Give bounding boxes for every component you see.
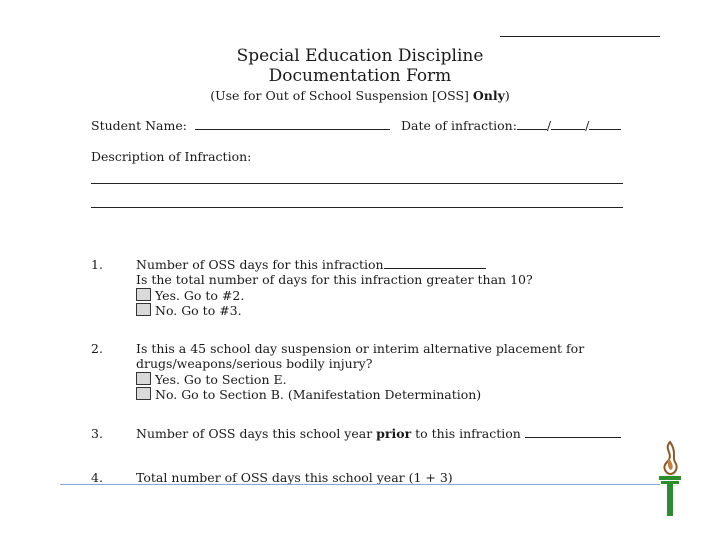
question-1-option-no: No. Go to #3. (136, 303, 242, 318)
question-4-line1: Total number of OSS days this school year (1 + 3) (136, 470, 453, 485)
checkbox-icon[interactable] (136, 387, 151, 400)
date-label: Date of infraction: (401, 118, 517, 133)
date-year-field[interactable] (589, 118, 621, 130)
description-label: Description of Infraction: (91, 149, 252, 164)
form-subtitle: (Use for Out of School Suspension [OSS] Only) (210, 88, 510, 103)
form-title-line1: Special Education Discipline (236, 46, 484, 66)
question-3-field[interactable] (525, 426, 621, 438)
student-name-row (91, 118, 390, 133)
checkbox-icon[interactable] (136, 303, 151, 316)
question-2-line2: drugs/weapons/serious bodily injury? (136, 356, 373, 371)
description-line-2[interactable] (91, 207, 623, 208)
date-day-field[interactable] (551, 118, 585, 130)
torch-logo-icon (655, 440, 685, 518)
question-4-number: 4. (91, 470, 103, 485)
question-1-field[interactable] (384, 257, 486, 269)
question-1-line2: Is the total number of days for this infraction greater than 10? (136, 272, 533, 287)
checkbox-icon[interactable] (136, 288, 151, 301)
top-signature-line (500, 36, 660, 37)
question-2-number: 2. (91, 341, 103, 356)
date-month-field[interactable] (517, 118, 547, 130)
footer-divider (60, 484, 660, 485)
student-name-field[interactable] (195, 118, 390, 130)
checkbox-icon[interactable] (136, 372, 151, 385)
form-title-line2: Documentation Form (268, 66, 452, 86)
description-line-1[interactable] (91, 183, 623, 184)
date-row: Date of infraction: / / (401, 118, 621, 133)
question-2-line1: Is this a 45 school day suspension or interim alternative placement for (136, 341, 585, 356)
student-name-label: Student Name: (91, 118, 187, 133)
question-3-number: 3. (91, 426, 103, 441)
question-1-number: 1. (91, 257, 103, 272)
question-1-line1: Number of OSS days for this infraction (136, 257, 486, 272)
question-3-line1: Number of OSS days this school year prior to this infraction (136, 426, 621, 441)
question-2-option-yes: Yes. Go to Section E. (136, 372, 287, 387)
question-1-option-yes: Yes. Go to #2. (136, 288, 244, 303)
question-2-option-no: No. Go to Section B. (Manifestation Determination) (136, 387, 481, 402)
